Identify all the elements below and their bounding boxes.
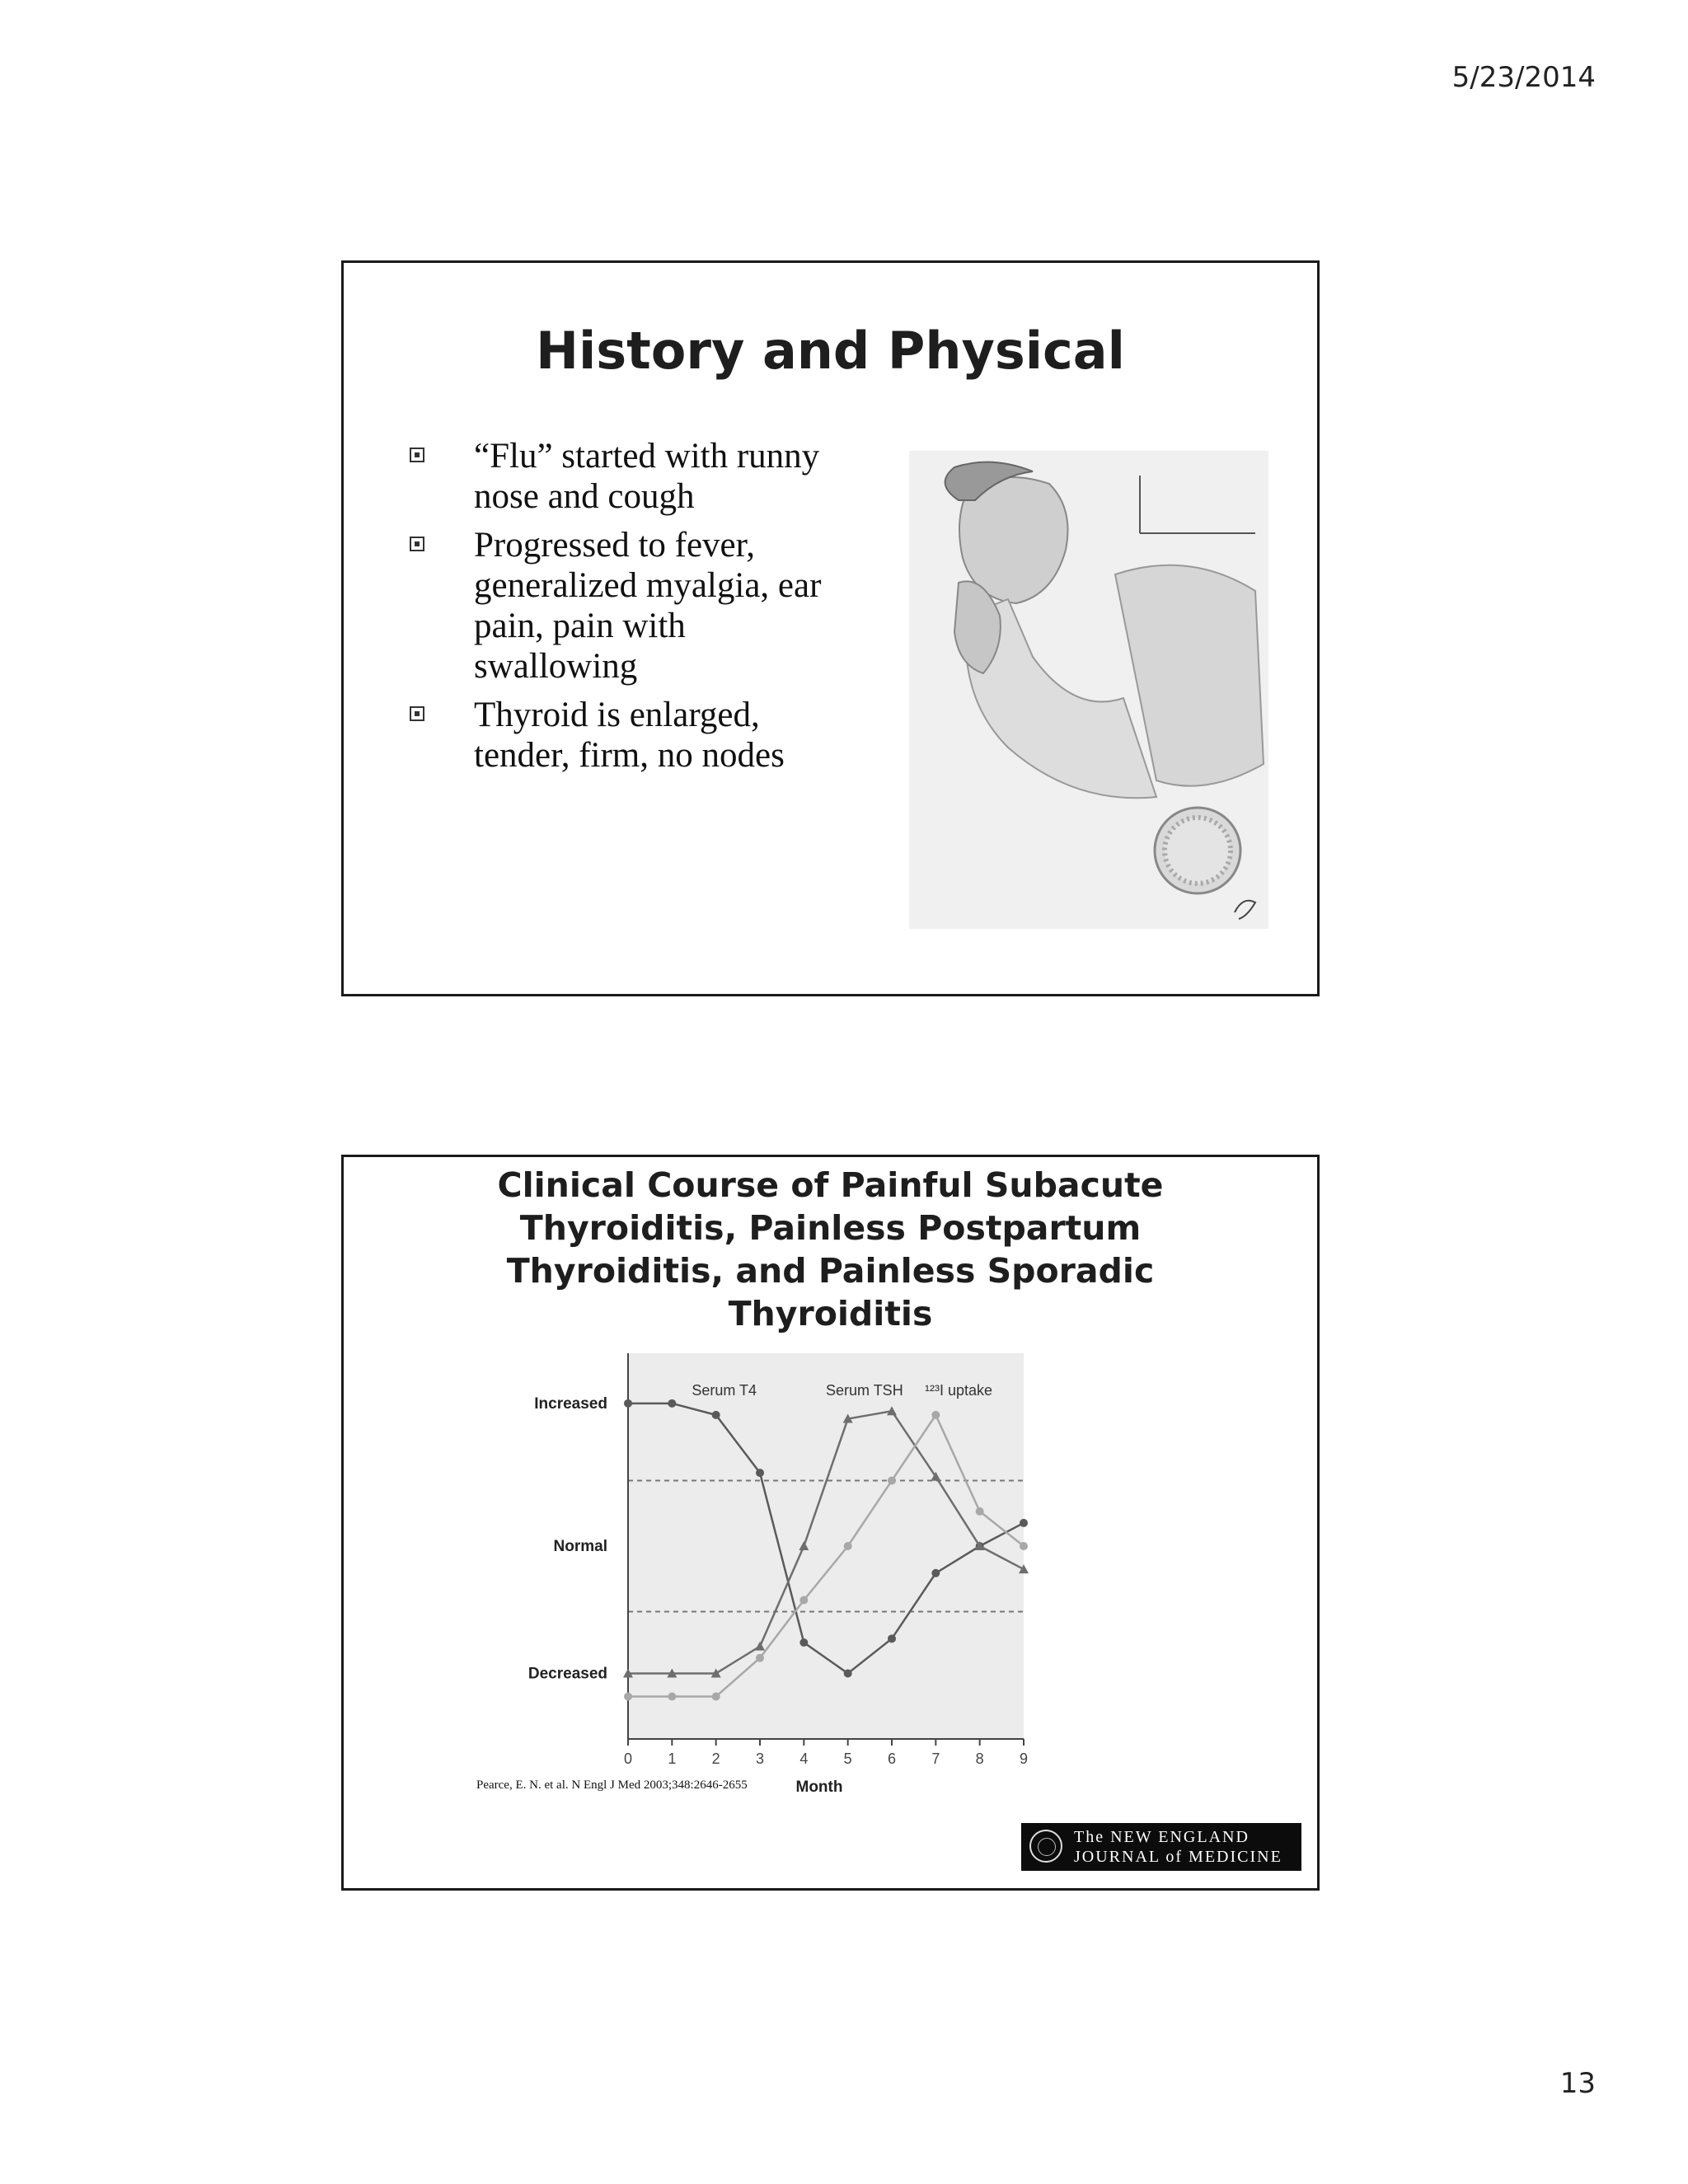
- x-tick-label: 2: [711, 1750, 720, 1767]
- series-point: [756, 1654, 764, 1662]
- journal-logo-line2: JOURNAL of MEDICINE: [1074, 1848, 1282, 1866]
- x-tick-label: 0: [623, 1750, 633, 1767]
- journal-logo-line1: The NEW ENGLAND: [1074, 1828, 1250, 1846]
- bullet-item: [408, 695, 837, 776]
- series-point: [712, 1411, 720, 1419]
- series-point: [756, 1469, 764, 1477]
- bullet-list: [408, 436, 837, 784]
- x-tick-label: 5: [843, 1750, 852, 1767]
- series-point: [1020, 1519, 1028, 1527]
- woman-holding-throat-illustration: [909, 451, 1268, 929]
- square-bullet-icon: [410, 537, 424, 551]
- x-tick-label: 7: [931, 1750, 940, 1767]
- chart-svg: [484, 1348, 1053, 1810]
- bullet-text: Progressed to fever, generalized myalgia, ear pain, pain with swallowing: [474, 526, 822, 686]
- series-point: [844, 1542, 852, 1550]
- journal-logo: [1021, 1823, 1301, 1871]
- x-tick-label: 4: [799, 1750, 809, 1767]
- series-point: [888, 1476, 896, 1484]
- y-tick-label: Increased: [534, 1394, 607, 1413]
- series-point: [976, 1507, 984, 1516]
- square-bullet-icon: [410, 706, 424, 721]
- x-tick-label: 1: [668, 1750, 677, 1767]
- series-point: [844, 1669, 852, 1677]
- bullet-item: [408, 525, 837, 687]
- series-point: [888, 1634, 896, 1643]
- series-point: [712, 1693, 720, 1701]
- page-date: 5/23/2014: [1451, 61, 1596, 94]
- series-point: [931, 1569, 940, 1577]
- x-tick-label: 6: [887, 1750, 897, 1767]
- slide-history-and-physical: [341, 260, 1320, 996]
- journal-seal-icon: [1029, 1830, 1062, 1863]
- page-number: 13: [1559, 2067, 1596, 2100]
- slide-title: History and Physical: [536, 321, 1125, 381]
- series-point: [668, 1399, 676, 1408]
- square-bullet-icon: [410, 448, 424, 462]
- x-tick-label: 9: [1019, 1750, 1029, 1767]
- series-point: [668, 1693, 676, 1701]
- bullet-text: Thyroid is enlarged, tender, firm, no nodes: [474, 696, 785, 775]
- series-label: Serum T4: [692, 1381, 757, 1399]
- series-point: [624, 1693, 632, 1701]
- series-point: [799, 1596, 808, 1605]
- series-point: [931, 1411, 940, 1419]
- bullet-item: [408, 436, 837, 517]
- series-label: Serum TSH: [826, 1381, 903, 1399]
- y-tick-label: Normal: [553, 1538, 607, 1555]
- y-tick-label: Decreased: [528, 1665, 607, 1683]
- x-tick-label: 3: [755, 1750, 765, 1767]
- citation: Pearce, E. N. et al. N Engl J Med 2003;348:2646-2655: [476, 1779, 748, 1792]
- plot-background: [628, 1353, 1024, 1739]
- slide-clinical-course: [341, 1155, 1320, 1891]
- series-point: [1020, 1542, 1028, 1550]
- x-axis-label: Month: [795, 1779, 843, 1796]
- series-point: [624, 1399, 632, 1408]
- thyroiditis-course-chart: [484, 1348, 1053, 1810]
- series-point: [799, 1638, 808, 1647]
- x-tick-label: 8: [975, 1750, 984, 1767]
- bullet-text: “Flu” started with runny nose and cough: [474, 437, 820, 516]
- series-label: ¹²³I uptake: [925, 1381, 993, 1399]
- slide-title: Clinical Course of Painful Subacute Thyroiditis, Painless Postpartum Thyroiditis, and Painless Sporadic Thyroiditis: [497, 1165, 1164, 1333]
